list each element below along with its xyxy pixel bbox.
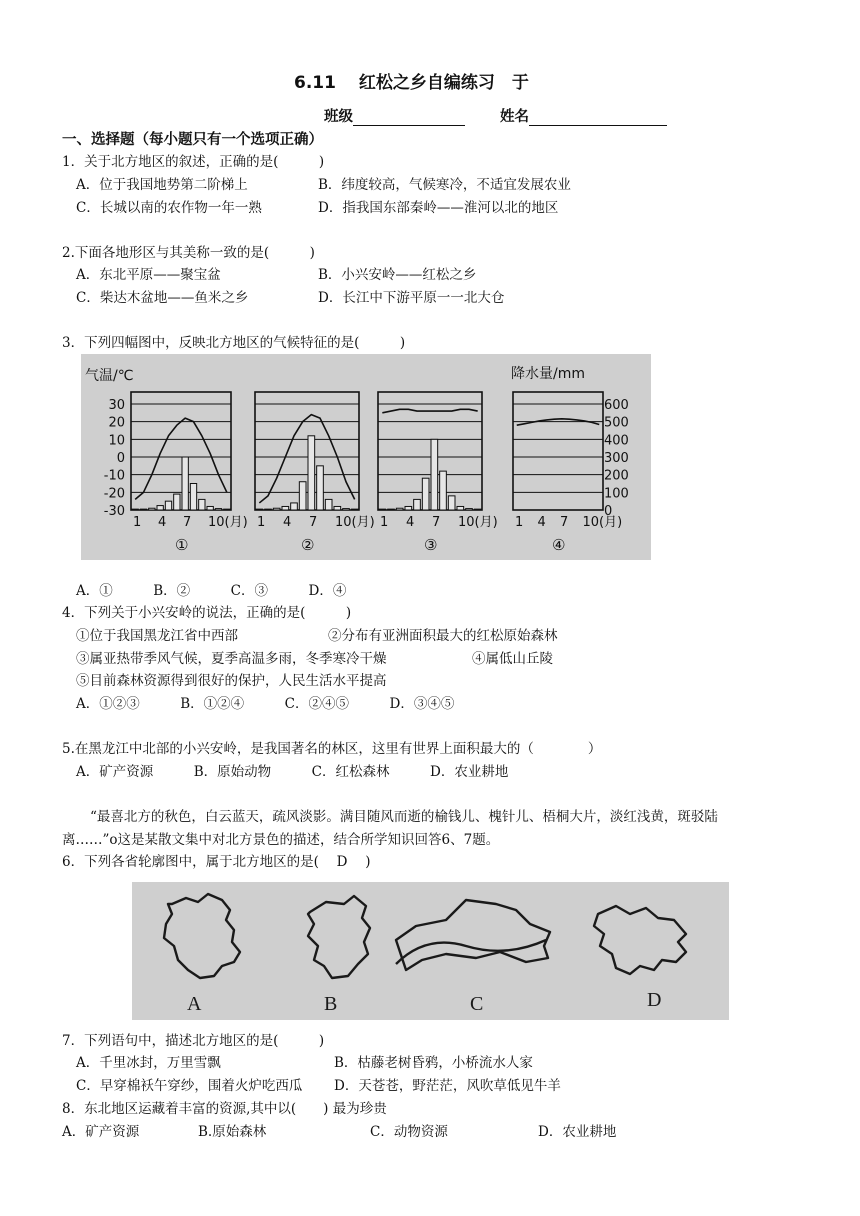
q7-stem: 7．下列语句中，描述北方地区的是( ) [62, 1033, 325, 1049]
temperature-curve [259, 415, 354, 503]
precipitation-tick: 400 [604, 433, 629, 449]
precipitation-bar [273, 508, 280, 510]
province-outline-figure [132, 882, 729, 1020]
precipitation-axis-label: 降水量/mm [511, 366, 585, 382]
precipitation-bar [215, 509, 221, 510]
name-field [500, 108, 667, 126]
precipitation-tick: 500 [604, 415, 629, 431]
precipitation-bar [388, 509, 395, 510]
passage-line-2: 离……”o这是某散文集中对北方景色的描述，结合所学知识回答6、7题。 [62, 832, 500, 848]
name-blank[interactable] [529, 110, 667, 126]
month-tick: 1 [257, 515, 266, 530]
q8-option-d: D．农业耕地 [538, 1124, 617, 1140]
precipitation-bar [132, 509, 138, 510]
precipitation-bar [343, 509, 350, 510]
precipitation-bar [414, 499, 421, 510]
precipitation-bar [466, 509, 473, 510]
precipitation-bar [431, 439, 438, 510]
temperature-curve [135, 418, 227, 499]
q3-stem: 3．下列四幅图中，反映北方地区的气候特征的是( ) [62, 335, 406, 351]
precipitation-bar [317, 466, 324, 510]
q7-option-b: B．枯藤老树昏鸦，小桥流水人家 [334, 1055, 533, 1071]
outline-label-b: B [324, 993, 338, 1015]
precipitation-bar [224, 509, 230, 510]
precipitation-bar [174, 494, 180, 510]
q4-stem: 4．下列关于小兴安岭的说法，正确的是( ) [62, 605, 352, 621]
precipitation-bar [165, 501, 171, 510]
q1-option-b: B．纬度较高，气候寒冷，不适宜发展农业 [318, 177, 571, 193]
section-heading: 一、选择题（每小题只有一个选项正确） [62, 132, 323, 148]
precipitation-bar [308, 436, 315, 510]
month-tick: 10(月) [458, 515, 498, 530]
q1-option-a: A．位于我国地势第二阶梯上 [76, 177, 248, 193]
precipitation-bar [182, 457, 188, 510]
month-tick: 10(月) [582, 515, 623, 530]
precipitation-tick: 0 [604, 504, 613, 519]
precipitation-bar [351, 509, 358, 510]
precipitation-bar [157, 506, 163, 510]
month-tick: 1 [133, 515, 142, 530]
q2-option-c: C．柴达木盆地——鱼米之乡 [76, 290, 249, 306]
q8-option-c: C．动物资源 [370, 1124, 448, 1140]
q4-statement-1: ①位于我国黑龙江省中西部 [76, 628, 238, 644]
precipitation-bar [265, 509, 272, 510]
q2-option-d: D．长江中下游平原一一北大仓 [318, 290, 505, 306]
month-tick: 4 [283, 515, 292, 530]
precipitation-tick: 300 [604, 451, 629, 466]
month-tick: 4 [406, 515, 415, 530]
precipitation-bar [422, 478, 429, 510]
q7-option-d: D．天苍苍，野茫茫，风吹草低见牛羊 [334, 1078, 561, 1094]
temperature-tick: 10 [108, 433, 125, 449]
month-tick: 10(月) [208, 515, 248, 530]
q4-statement-3: ③属亚热带季风气候，夏季高温多雨，冬季寒冷干燥 [76, 651, 387, 667]
q2-option-a: A．东北平原——聚宝盆 [76, 267, 221, 283]
precipitation-bar [396, 508, 403, 510]
q6-stem: 6．下列各省轮廓图中，属于北方地区的是( D ) [62, 854, 371, 870]
precipitation-bar [291, 503, 298, 510]
precipitation-bar [149, 508, 155, 510]
precipitation-bar [207, 506, 213, 510]
precipitation-bar [334, 506, 341, 510]
q8-option-a: A．矿产资源 [62, 1124, 140, 1140]
panel-label: ① [175, 536, 189, 554]
precipitation-tick: 100 [604, 486, 629, 502]
precipitation-bar [282, 506, 289, 510]
q4-statement-5: ⑤目前森林资源得到很好的保护，人民生活水平提高 [76, 673, 387, 689]
precipitation-bar [405, 506, 412, 510]
q1-option-c: C．长城以南的农作物一年一熟 [76, 200, 262, 216]
q4-statement-2: ②分布有亚洲面积最大的红松原始森林 [328, 628, 558, 644]
q2-stem: 2.下面各地形区与其美称一致的是( ) [62, 245, 315, 261]
temperature-tick: -10 [103, 468, 125, 484]
temperature-tick: -30 [103, 504, 125, 519]
q2-option-b: B．小兴安岭——红松之乡 [318, 267, 477, 283]
month-tick: 7 [309, 515, 318, 530]
month-tick: 10(月) [335, 515, 375, 530]
precipitation-tick: 200 [604, 468, 629, 484]
name-label: 姓名 [500, 109, 529, 125]
precipitation-bar [457, 506, 464, 510]
outline-label-d: D [647, 989, 662, 1011]
province-outline-b [308, 896, 370, 978]
q7-option-a: A．千里冰封，万里雪飘 [76, 1055, 221, 1071]
climate-chart-figure [81, 354, 651, 560]
precipitation-bar [474, 509, 481, 510]
precipitation-bar [256, 509, 263, 510]
temperature-axis-label: 气温/℃ [85, 368, 134, 384]
class-blank[interactable] [353, 110, 465, 126]
temperature-tick: -20 [103, 486, 125, 502]
province-outline-a [164, 894, 240, 978]
province-outline-svg [132, 882, 729, 1020]
month-tick: 7 [560, 515, 569, 530]
precipitation-bar [379, 509, 386, 510]
q1-stem: 1．关于北方地区的叙述，正确的是( ) [62, 154, 325, 170]
class-field [324, 108, 465, 126]
precipitation-bar [448, 496, 455, 510]
temperature-tick: 20 [108, 415, 125, 431]
temperature-tick: 0 [116, 451, 125, 466]
month-tick: 4 [537, 515, 546, 530]
panel-label: ④ [552, 536, 566, 554]
precipitation-bar [299, 482, 306, 510]
month-tick: 1 [380, 515, 389, 530]
precipitation-bar [325, 499, 332, 510]
q3-options: A．① B．② C．③ D．④ [76, 583, 347, 599]
q5-stem: 5.在黑龙江中北部的小兴安岭，是我国著名的林区，这里有世界上面积最大的（ ） [62, 741, 602, 757]
q1-option-d: D．指我国东部秦岭——淮河以北的地区 [318, 200, 559, 216]
q8-stem: 8．东北地区运藏着丰富的资源,其中以( ) 最为珍贵 [62, 1101, 387, 1117]
province-outline-c [396, 900, 550, 970]
q5-options: A．矿产资源 B．原始动物 C．红松森林 D．农业耕地 [76, 764, 509, 780]
month-tick: 4 [158, 515, 167, 530]
temperature-curve [382, 409, 477, 413]
panel-label: ③ [424, 536, 438, 554]
class-label: 班级 [324, 109, 353, 125]
precipitation-tick: 600 [604, 398, 629, 413]
province-outline-d [594, 906, 686, 974]
temperature-tick: 30 [108, 398, 125, 413]
month-tick: 7 [183, 515, 192, 530]
precipitation-bar [140, 509, 146, 510]
month-tick: 1 [515, 515, 524, 530]
precipitation-bar [440, 471, 447, 510]
q7-option-c: C．早穿棉袄午穿纱，围着火炉吃西瓜 [76, 1078, 303, 1094]
climate-chart-svg [81, 354, 651, 560]
precipitation-bar [190, 484, 196, 511]
month-tick: 7 [432, 515, 441, 530]
outline-label-c: C [470, 993, 484, 1015]
panel-label: ② [301, 536, 315, 554]
q8-option-b: B.原始森林 [198, 1124, 267, 1140]
passage-line-1: “最喜北方的秋色，白云蓝天，疏风淡影。满目随风而逝的榆钱儿、槐针儿、梧桐大片，淡红浅黄，斑驳陆 [90, 809, 718, 825]
q4-statement-4: ④属低山丘陵 [472, 651, 553, 667]
outline-label-a: A [187, 993, 202, 1015]
precipitation-bar [199, 499, 205, 510]
q4-options: A．①②③ B．①②④ C．②④⑤ D．③④⑤ [76, 696, 455, 712]
page-title: 6.11 红松之乡自编练习 于 [294, 73, 529, 93]
